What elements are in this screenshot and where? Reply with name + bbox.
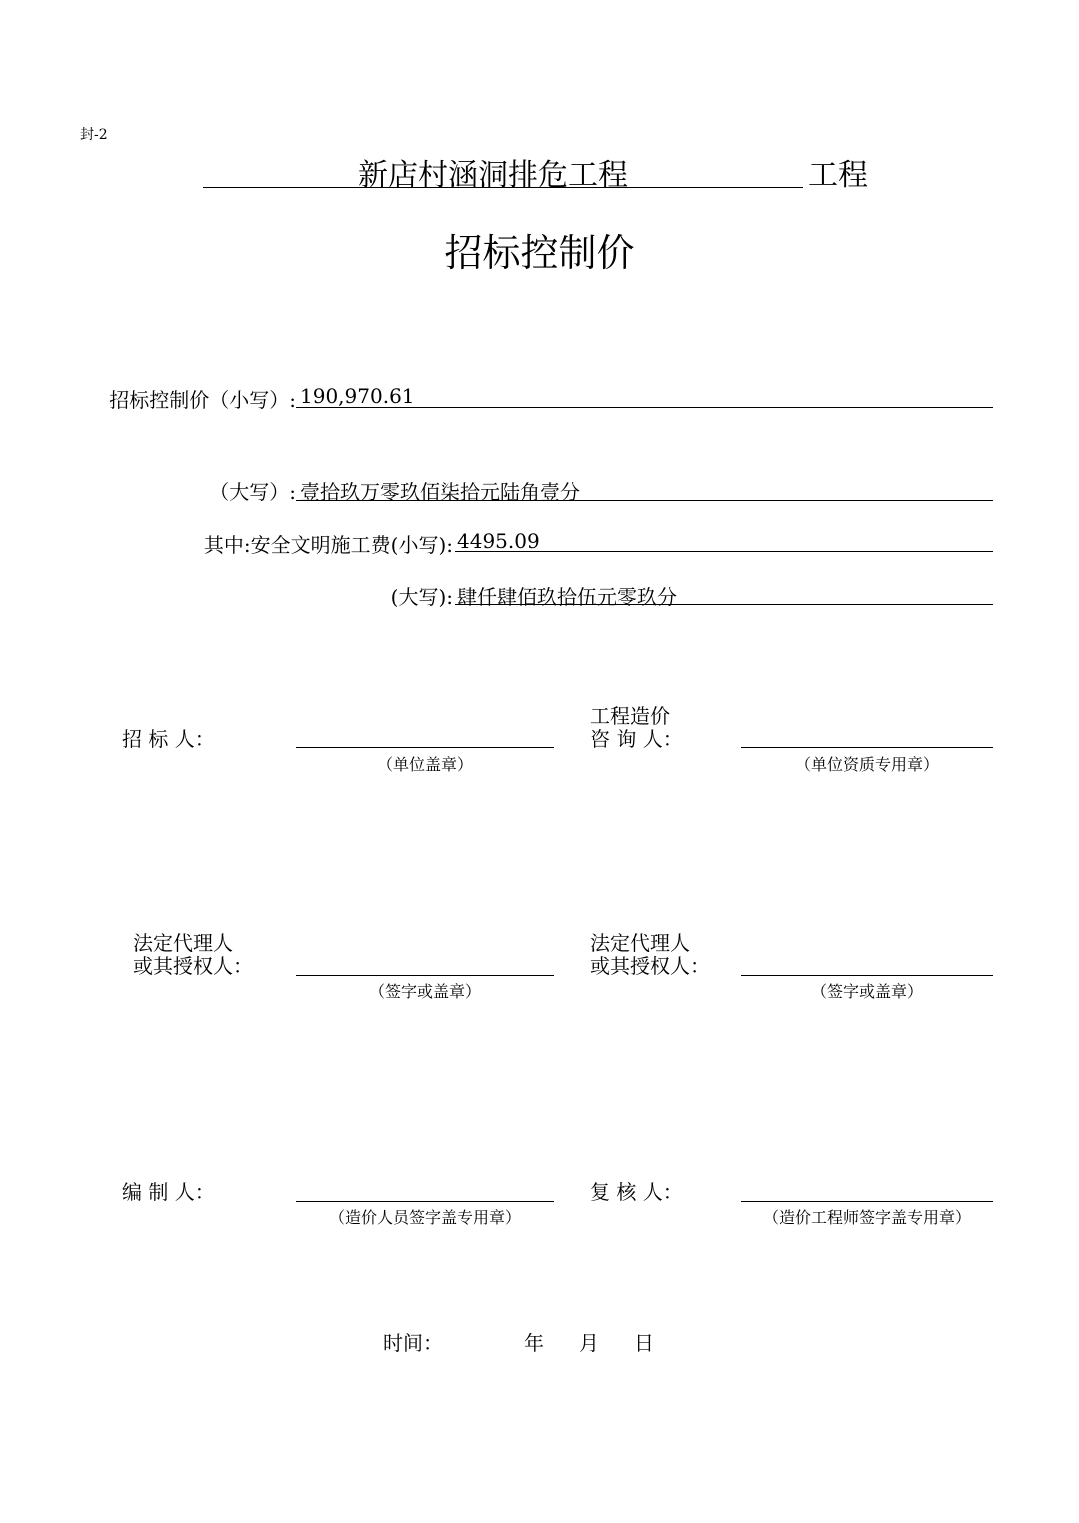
consultant-rep-label-line1: 法定代理人 xyxy=(590,931,690,955)
price-small-label: 招标控制价（小写）: xyxy=(109,388,296,412)
compiler-note: （造价人员签字盖专用章） xyxy=(328,1208,521,1227)
consultant-note: （单位资质专用章） xyxy=(794,755,939,774)
price-large-underline xyxy=(296,500,993,501)
consultant-label-line2: 咨 询 人： xyxy=(590,727,683,751)
tenderer-rep-signature-line[interactable] xyxy=(296,975,554,976)
compiler-signature-line[interactable] xyxy=(296,1201,554,1202)
consultant-rep-signature-line[interactable] xyxy=(741,975,993,976)
reviewer-label: 复 核 人： xyxy=(590,1180,683,1204)
safety-fee-large-value: 肆仟肆佰玖拾伍元零玖分 xyxy=(457,585,677,609)
document-title: 招标控制价 xyxy=(444,231,635,275)
project-suffix: 工程 xyxy=(808,158,868,193)
tenderer-label: 招 标 人： xyxy=(122,727,215,751)
tenderer-rep-label-line2: 或其授权人： xyxy=(133,954,253,978)
tenderer-note: （单位盖章） xyxy=(376,755,473,774)
safety-fee-large-label: (大写): xyxy=(390,585,453,609)
tenderer-signature-line[interactable] xyxy=(296,747,554,748)
safety-fee-small-value: 4495.09 xyxy=(457,529,540,553)
safety-fee-small-underline xyxy=(455,551,993,552)
consultant-rep-note: （签字或盖章） xyxy=(810,982,923,1001)
project-name: 新店村涵洞排危工程 xyxy=(358,158,628,193)
tenderer-rep-label-line1: 法定代理人 xyxy=(133,931,233,955)
date-label: 时间： xyxy=(383,1331,443,1355)
consultant-signature-line[interactable] xyxy=(741,747,993,748)
safety-fee-large-underline xyxy=(455,604,993,605)
reviewer-signature-line[interactable] xyxy=(741,1201,993,1202)
price-small-underline xyxy=(296,407,993,408)
form-code: 封-2 xyxy=(80,127,108,143)
tenderer-rep-note: （签字或盖章） xyxy=(368,982,481,1001)
price-large-value: 壹拾玖万零玖佰柒拾元陆角壹分 xyxy=(300,480,580,504)
safety-fee-small-label: 其中:安全文明施工费(小写): xyxy=(203,533,453,557)
consultant-label-line1: 工程造价 xyxy=(590,704,670,728)
date-year-label: 年 xyxy=(524,1331,544,1355)
project-name-underline xyxy=(203,187,803,188)
consultant-rep-label-line2: 或其授权人： xyxy=(590,954,710,978)
date-day-label: 日 xyxy=(634,1331,654,1355)
price-small-value: 190,970.61 xyxy=(300,384,415,408)
compiler-label: 编 制 人： xyxy=(122,1180,215,1204)
date-month-label: 月 xyxy=(579,1331,599,1355)
reviewer-note: （造价工程师签字盖专用章） xyxy=(762,1208,971,1227)
price-large-label: （大写）: xyxy=(209,480,296,504)
